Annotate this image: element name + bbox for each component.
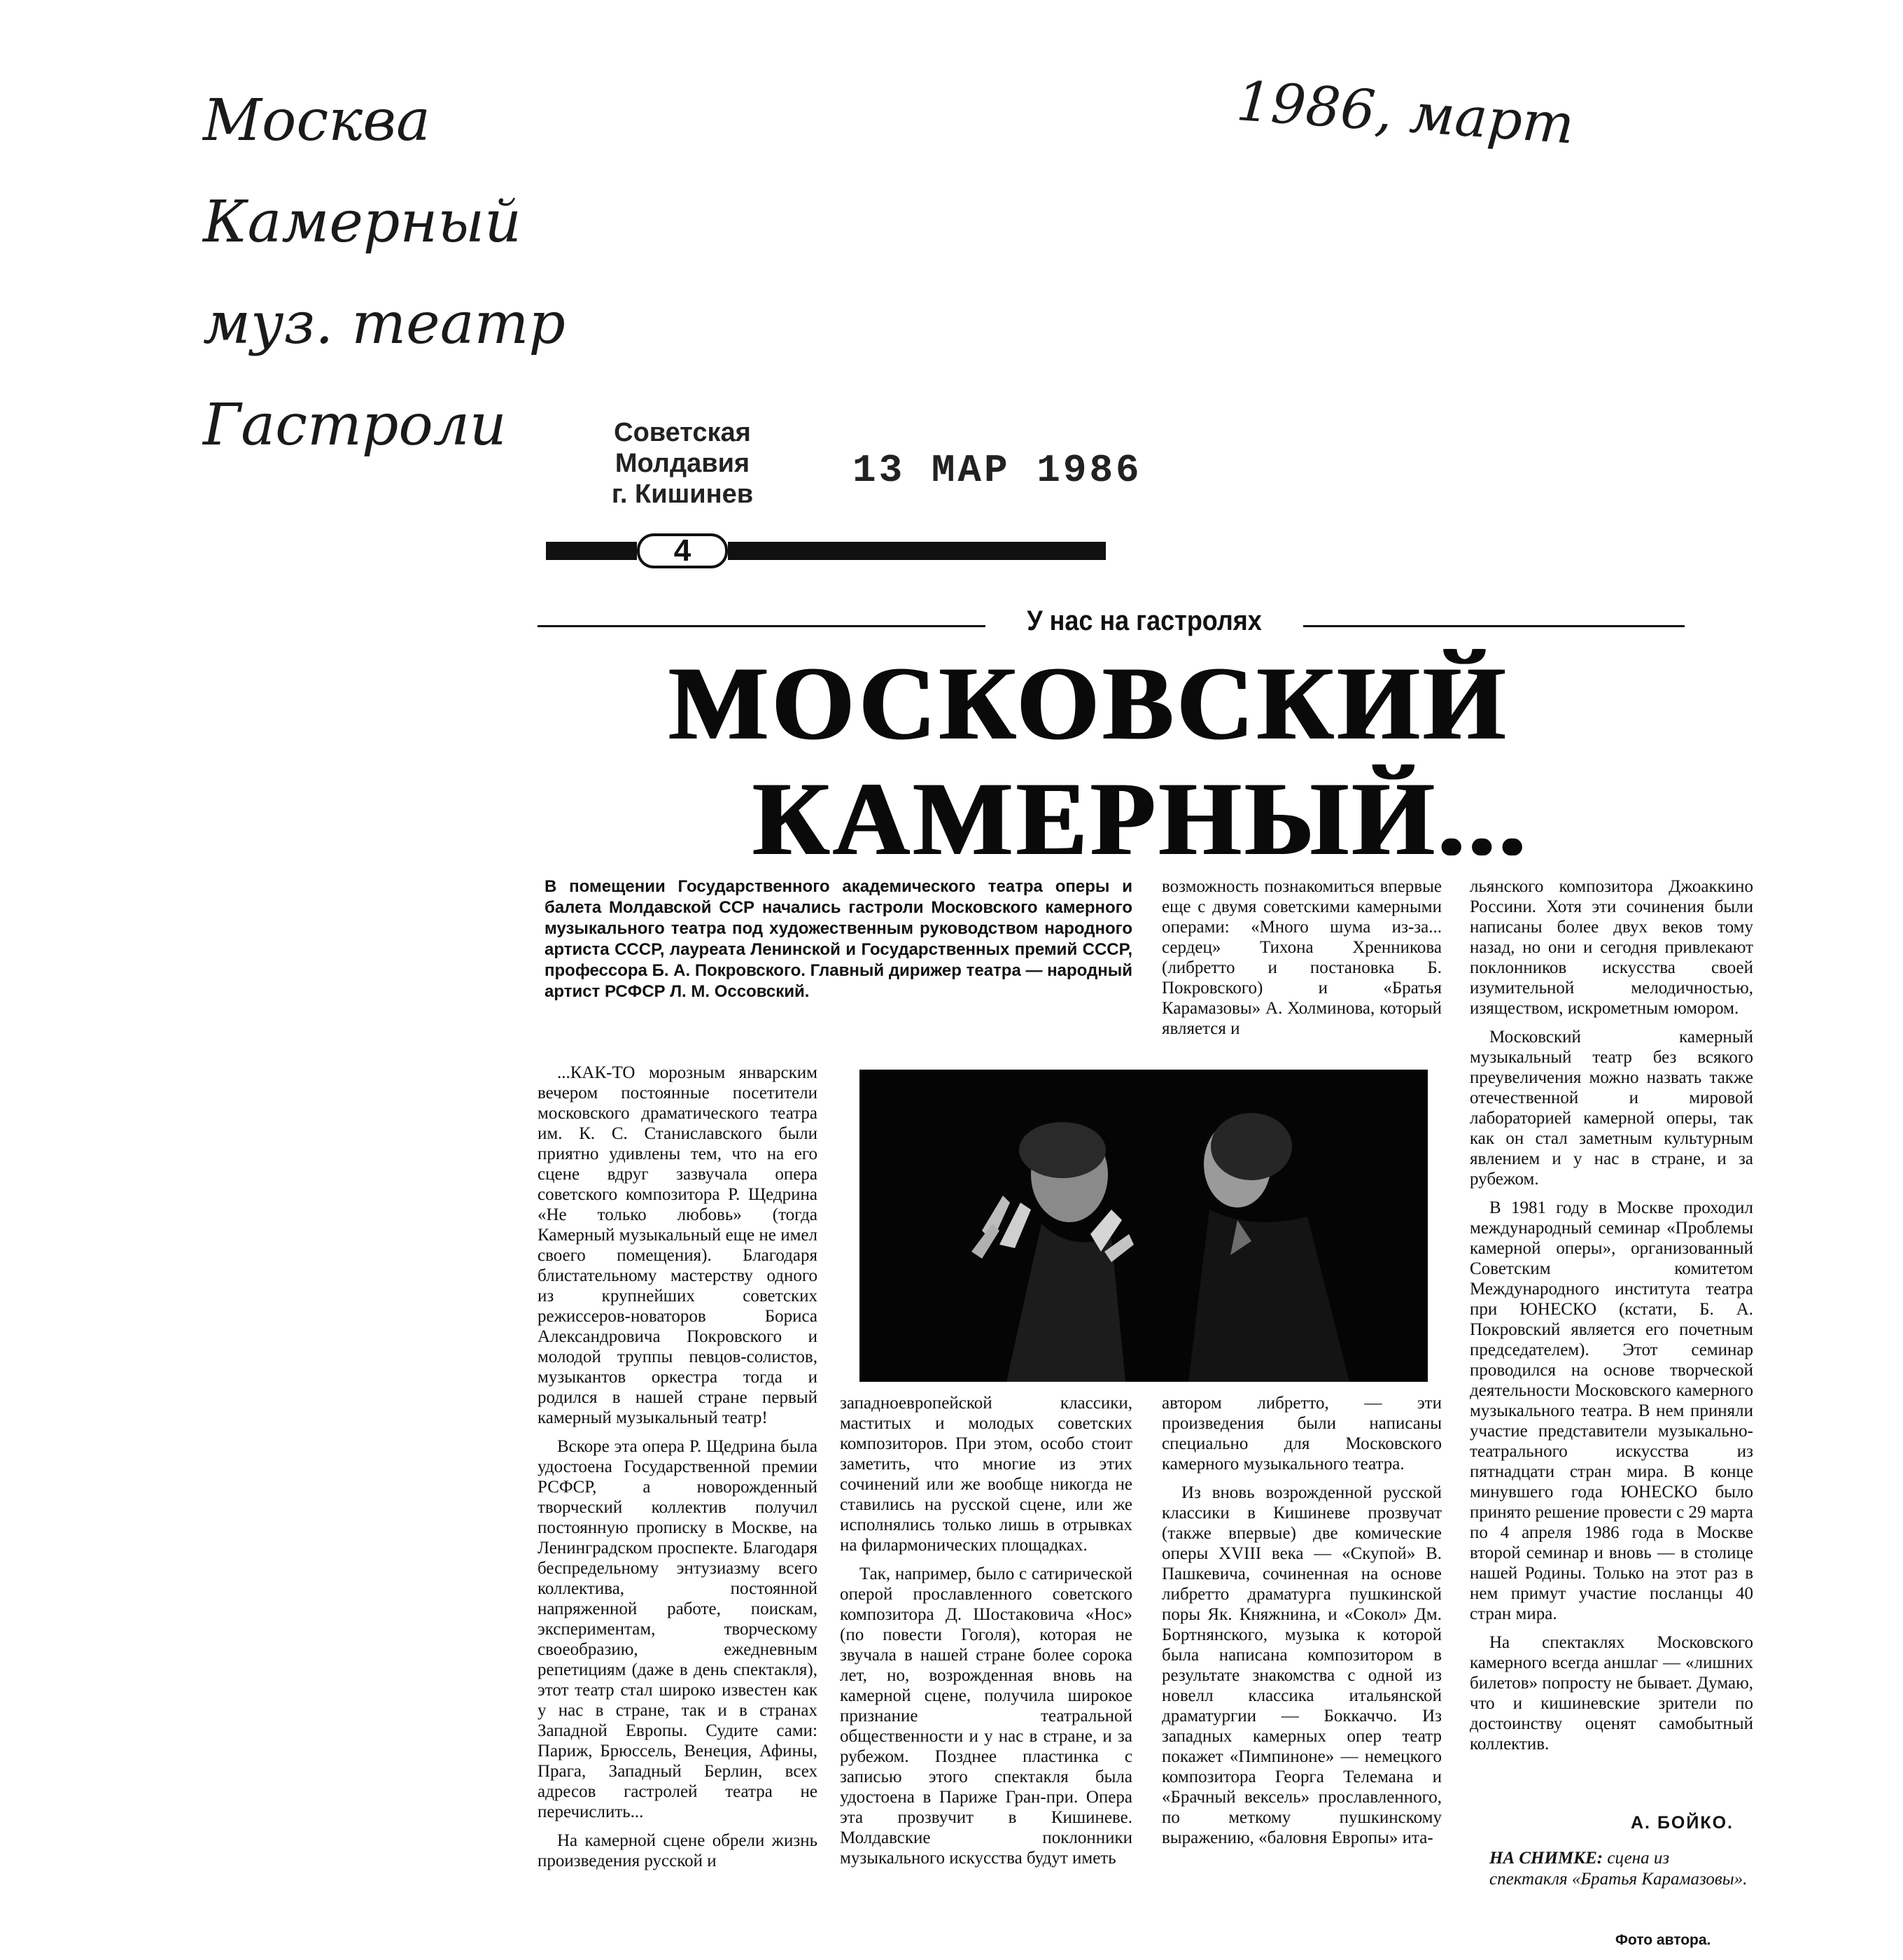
- headline-line-2: КАМЕРНЫЙ...: [752, 761, 1529, 877]
- caption-text: сцена из спектакля «Братья Карамазовы».: [1489, 1849, 1748, 1889]
- article-column-3-top: [1162, 876, 1442, 1047]
- paragraph: возможность познакомиться впервые еще с двумя советскими камерными операми: «Много шума из-за... сердец» Тихона Хренникова (либретто и постановка Б. Покровского) и «Братья Карамазовы» А. Холминова, который является и: [1162, 877, 1442, 1038]
- lead-paragraph: В помещении Государственного академического театра оперы и балета Молдавской ССР начались гастроли Московского камерного музыкального театра под художественным руководством народного артиста СССР, лауреата Ленинской и Государственных премий СССР, профессора Б. А. Покровского. Главный дирижер театра — народный артист РСФСР Л. М. Оссовский.: [545, 877, 1132, 1001]
- article-column-2: [840, 1393, 1132, 1877]
- handwritten-line: Гастроли: [203, 392, 507, 458]
- paragraph: На спектаклях Московского камерного всегда аншлаг — «лишних билетов» попросту не бывает. Думаю, что и кишиневские зрители по достоинству оценят самобытный коллектив.: [1470, 1633, 1753, 1754]
- handwritten-line: Камерный: [203, 189, 521, 255]
- handwritten-line: Москва: [203, 88, 430, 154]
- author-signature: А. БОЙКО.: [1631, 1813, 1734, 1833]
- page-bar-left: [546, 542, 637, 560]
- paragraph: ...КАК-ТО морозным январским вечером постоянные посетители московского драматического театра им. К. С. Станиславского были приятно удивлены тем, что на его сцене вдруг зазвучала опера советского композитора Р. Щедрина «Не только любовь» (тогда Камерный музыкальный еще не имел своего помещения). Благодаря блистательному мастерству одного из крупнейших советских режиссеров-новаторов Бориса Александровича Покровского и молодой труппы певцов-солистов, музыкантов оркестра тогда и родился в нашей стране первый камерный музыкальный театр!: [538, 1063, 817, 1427]
- article-column-1: [538, 1063, 817, 1879]
- stamp-date: 13 МАР 1986: [852, 448, 1142, 493]
- paragraph: Так, например, было с сатирической оперой прославленного советского композитора Д. Шостаковича «Нос» (по повести Гоголя), которая не звучала в нашей стране более сорока лет, но, возрожденная вновь на камерной сцене, получила широкое признание театральной общественности и у нас в стране, и за рубежом. Позднее пластинка с записью этого спектакля была удостоена в Париже Гран-при. Опера эта прозвучит в Кишиневе. Молдавские поклонники музыкального искусства будут иметь: [840, 1564, 1132, 1868]
- article-column-3-bottom: [1162, 1393, 1442, 1856]
- stamp-newspaper: Советская Молдавия: [614, 418, 751, 478]
- page-bar-right: [728, 542, 1106, 560]
- paragraph: В 1981 году в Москве проходил международный семинар «Проблемы камерной оперы», организованный Советским комитетом Международного института театра при ЮНЕСКО (кстати, Б. А. Покровский является его почетным председателем). Этот семинар проводился на основе творческой деятельности Московского камерного музыкального театра. В нем приняли участие представители музыкально-театрального искусства из пятнадцати стран мира. В конце минувшего года ЮНЕСКО было принято решение провести с 29 марта по 4 апреля 1986 года в Москве второй семинар и вновь — в столице нашей Родины. Только на этот раз в нем примут участие посланцы 40 стран мира.: [1470, 1198, 1753, 1623]
- handwritten-note-left: [203, 70, 566, 476]
- paragraph: Вскоре эта опера Р. Щедрина была удостоена Государственной премии РСФСР, а новорожденный творческий коллектив получил постоянную прописку в Москве, на Ленинградском проспекте. Благодаря беспредельному энтузиазму всего коллектива, постоянной напряженной работе, поискам, экспериментам, творческому своеобразию, ежедневным репетициям (даже в день спектакля), этот театр стал широко известен как у нас в стране, так и в странах Западной Европы. Судите сами: Париж, Брюссель, Венеция, Афины, Прага, Западный Берлин, всех адресов гастролей театра не перечислить...: [538, 1437, 817, 1821]
- rubric-rule-right: [1303, 625, 1685, 627]
- photo-credit: Фото автора.: [1615, 1932, 1711, 1948]
- handwritten-line: муз. театр: [203, 290, 566, 357]
- paragraph: автором либретто, — эти произведения были написаны специально для Московского камерного музыкального театра.: [1162, 1394, 1442, 1474]
- paragraph: западноевропейской классики, маститых и молодых советских композиторов. При этом, особо стоит заметить, что многие из этих сочинений или же вообще никогда не ставились на русской сцене, или же исполнялись только лишь в отрывках на филармонических площадках.: [840, 1394, 1132, 1555]
- article-column-4: [1470, 876, 1753, 1763]
- paragraph: Из вновь возрожденной русской классики в Кишиневе прозвучат (также впервые) две комические оперы XVIII века — «Скупой» В. Пашкевича, сочиненная на основе либретто драматурга пушкинской поры Як. Княжнина, и «Сокол» Дм. Бортнянского, музыка к которой была написана композитором в результате знакомства с одной из новелл классика итальянской драматургии — Боккаччо. Из западных камерных опер театр покажет «Пимпиноне» — немецкого композитора Георга Телемана и «Брачный вексель» прославленного, по меткому пушкинскому выражению, «баловня Европы» ита-: [1162, 1483, 1442, 1847]
- caption-label: НА СНИМКЕ:: [1489, 1849, 1603, 1868]
- rubric: У нас на гастролях: [1027, 606, 1262, 636]
- paragraph: льянского композитора Джоаккино Россини. Хотя эти сочинения были написаны более двух веков тому назад, но они и сегодня привлекают поклонников искусства своей изумительной мелодичностью, изяществом, искрометным юмором.: [1470, 877, 1753, 1018]
- page-number-bar: [546, 533, 1106, 568]
- paragraph: Московский камерный музыкальный театр без всякого преувеличения можно назвать также отечественной и мировой лабораторией камерной оперы, так как он стал заметным культурным явлением и у нас в стране, и за рубежом.: [1470, 1028, 1753, 1189]
- handwritten-date: 1986, март: [1234, 70, 1576, 157]
- photo-caption: [1489, 1848, 1748, 1890]
- rubric-rule-left: [538, 625, 985, 627]
- stamp-city: г. Кишинев: [611, 479, 754, 509]
- paragraph: На камерной сцене обрели жизнь произведения русской и: [538, 1831, 817, 1870]
- page-number: 4: [637, 533, 728, 568]
- headline-line-1: МОСКОВСКИЙ: [668, 645, 1509, 762]
- article-photo: [859, 1070, 1428, 1382]
- source-stamp: [567, 417, 798, 510]
